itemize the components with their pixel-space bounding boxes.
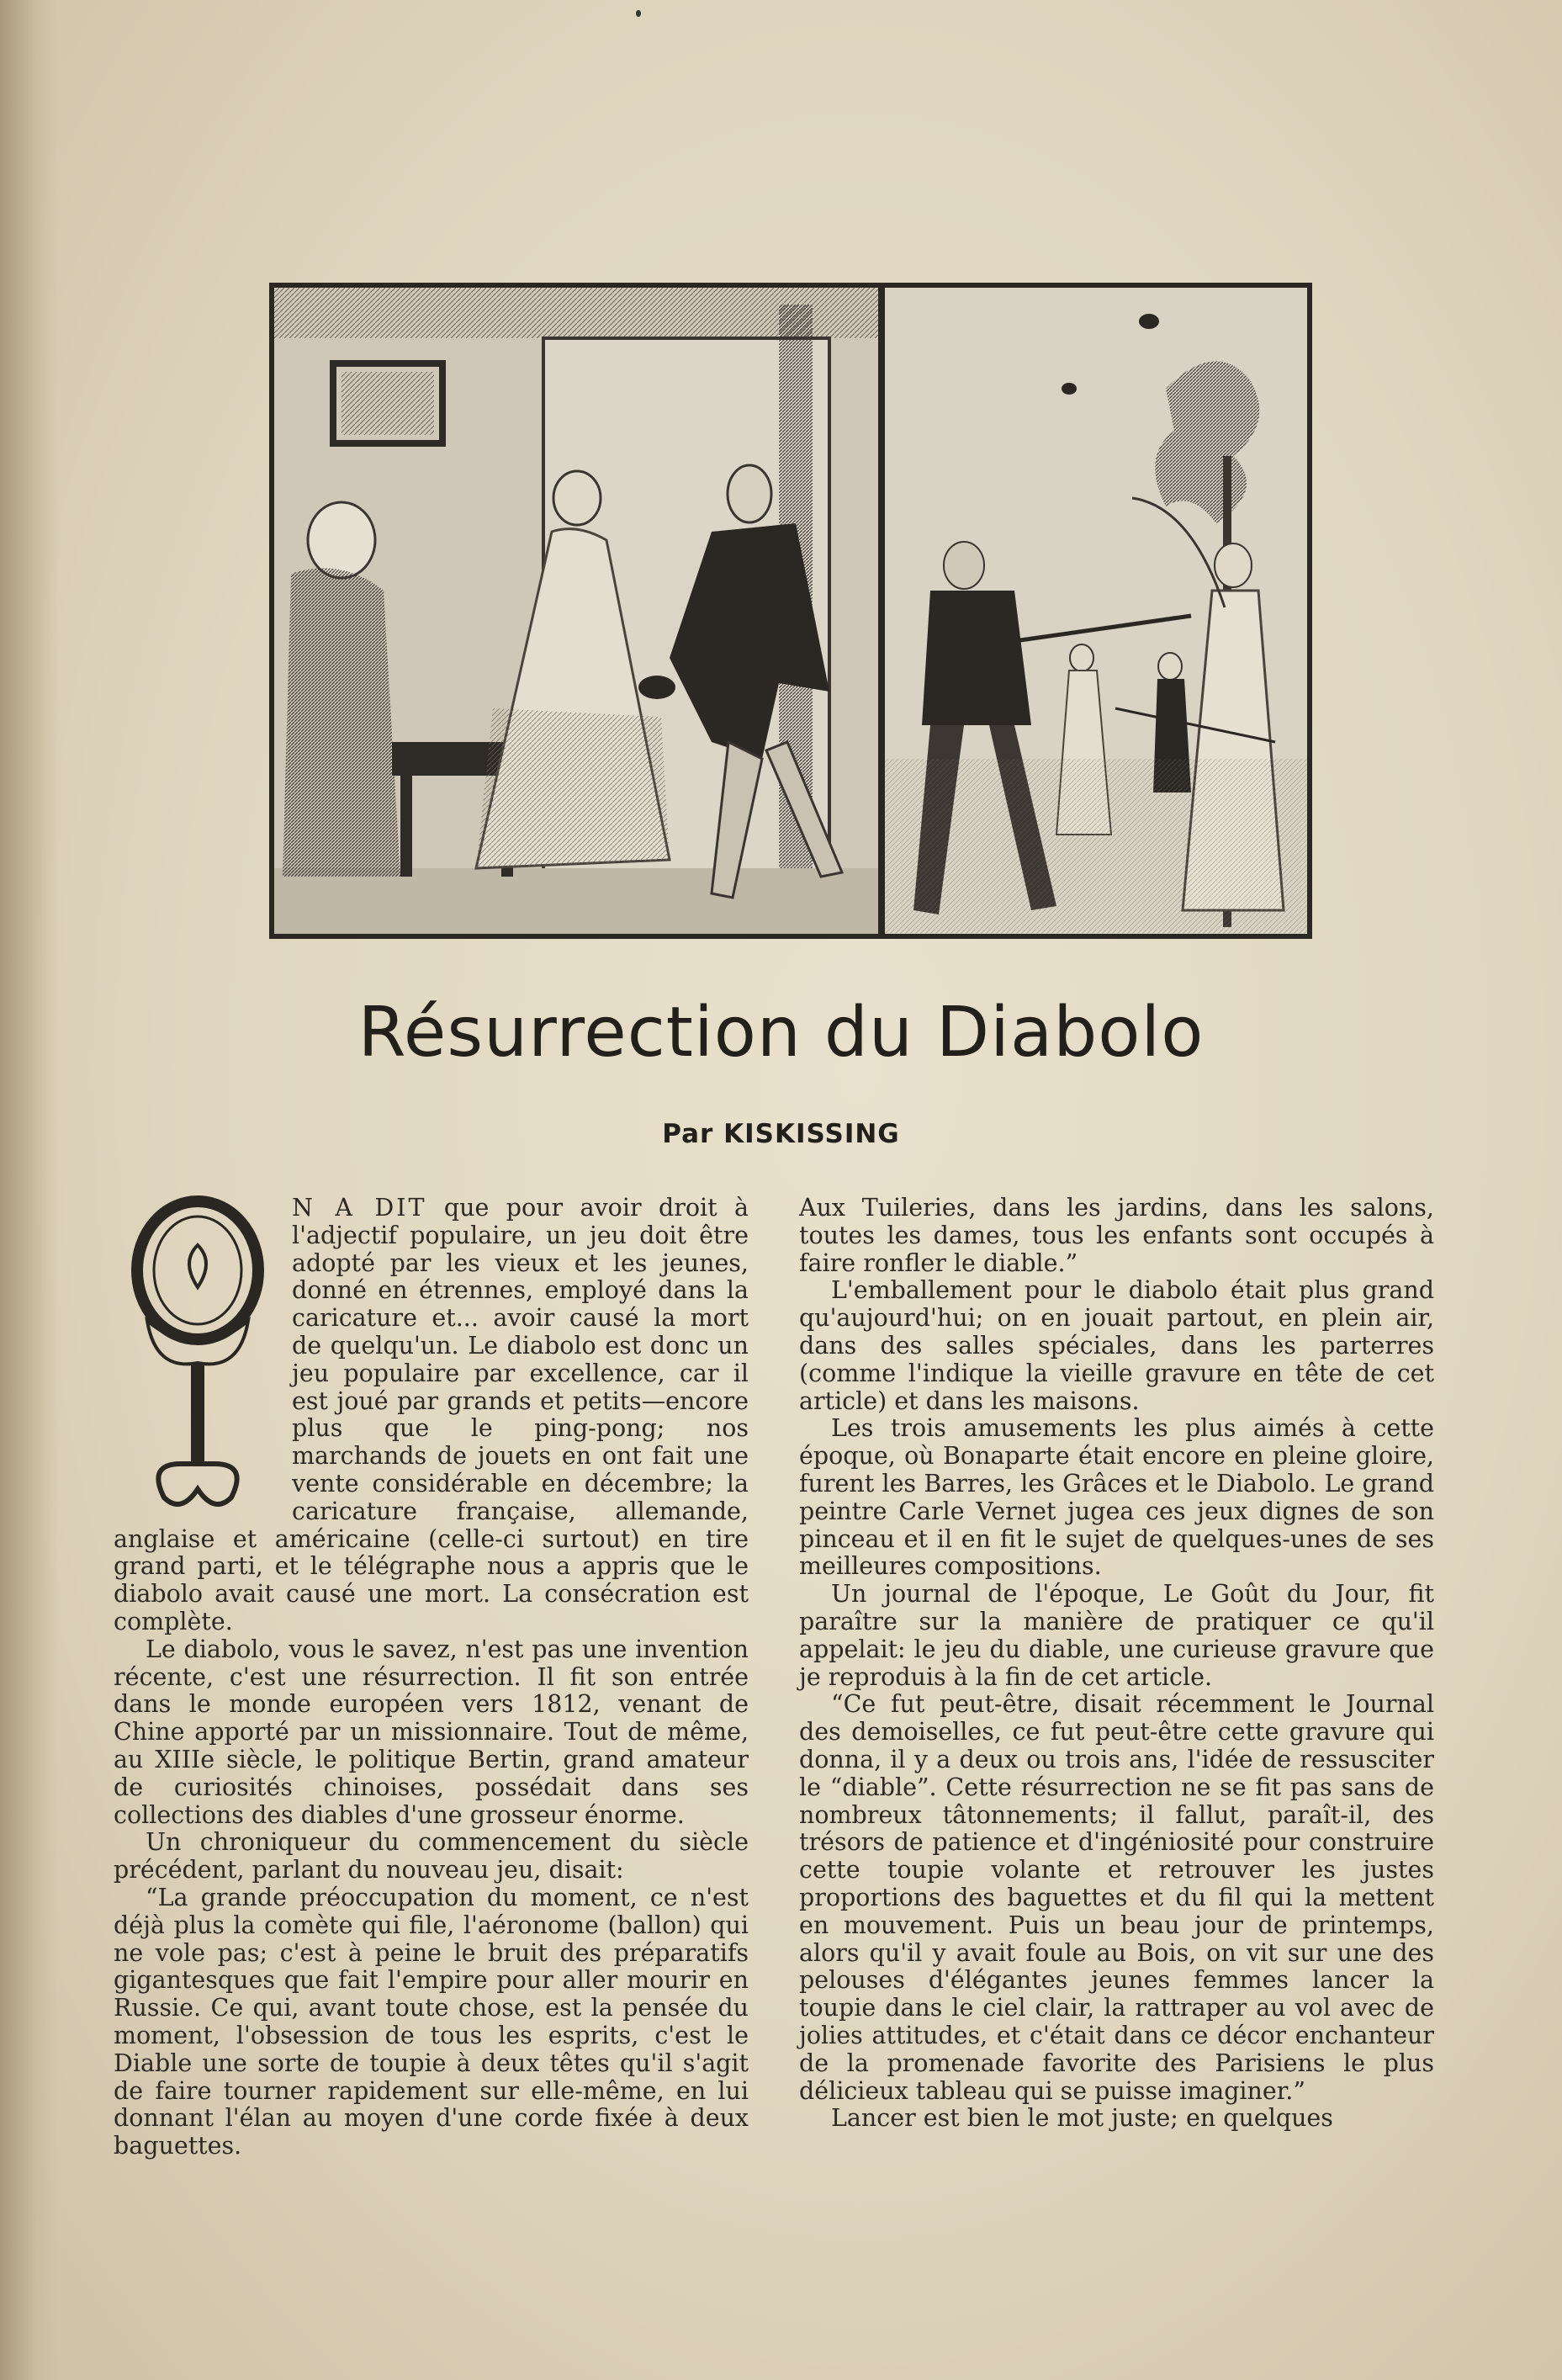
paragraph-4: “La grande préoccupation du moment, ce n'est déjà plus la comète qui file, l'aéronome (ballon) qui ne vole pas; c'est à peine le bruit des préparatifs gigantesques que fait l'empire pour aller mourir en Russie. Ce qui, avant toute chose, est la pensée du moment, l'obsession de tous les esprits, c'est le Diable une sorte de toupie à deux têtes qu'il s'agit de faire tourner rapidement sur elle-même, en lui donnant l'élan au moyen d'une corde fixée à deux baguettes. xyxy=(114,1883,749,2160)
dropcap-ornament-icon xyxy=(114,1195,282,1523)
paragraph-1-text: que pour avoir droit à l'adjectif populaire, un jeu doit être adopté par les vieux et les jeunes, donné en étrennes, employé dans la caricature et... avoir causé la mort de quelqu'un. Le diabolo est donc un jeu populaire par excellence, car il est joué par grands et petits—encore plus que le ping-pong; nos marchands de jouets en ont fait une vente considérable en décembre; la caricature française, allemande, anglaise et américaine (celle-ci surtout) en tire grand parti, et le télégraphe nous a appris que le diabolo avait causé une mort. La consécration est complète. xyxy=(114,1194,749,1635)
paragraph-6: L'emballement pour le diabolo était plus grand qu'aujourd'hui; on en jouait partout, en plein air, dans des salles spéciales, dans les parterres (comme l'indique la vieille gravure en tête de cet article) et dans les maisons. xyxy=(799,1276,1434,1415)
engraving-illustration xyxy=(269,283,1312,939)
article-byline: Par KISKISSING xyxy=(662,1119,900,1149)
engraving-svg xyxy=(274,288,1307,934)
paragraph-5: Aux Tuileries, dans les jardins, dans les salons, toutes les dames, tous les enfants sont occupés à faire ronfler le diable.” xyxy=(799,1194,1434,1277)
paragraph-2: Le diabolo, vous le savez, n'est pas une invention récente, c'est une résurrection. Il fit son entrée dans le monde européen vers 1812, venant de Chine apporté par un missionnaire. Tout de même, au XIIIe siècle, le politique Bertin, grand amateur de curiosités chinoises, possédait dans ses collections des diables d'une grosseur énorme. xyxy=(114,1635,749,1829)
paragraph-10: Lancer est bien le mot juste; en quelques xyxy=(831,2104,1333,2133)
paragraph-9: “Ce fut peut-être, disait récemment le Journal des demoiselles, ce fut peut-être cette gravure qui donna, il y a deux ou trois ans, l'idée de ressusciter le “diable”. Cette résurrection ne se fit pas sans de nombreux tâtonnements; il fallut, paraît-il, des trésors de patience et d'ingéniosité pour construire cette toupie volante et retrouver les justes proportions des baguettes et du fil qui la mettent en mouvement. Puis un beau jour de printemps, alors qu'il y avait foule au Bois, on vit sur une des pelouses d'élégantes jeunes femmes lancer la toupie dans le ciel clair, la rattraper au vol avec de jolies attitudes, et c'était dans ce décor enchanteur de la promenade favorite des Parisiens le plus délicieux tableau qui se puisse imaginer.” xyxy=(799,1690,1434,2105)
ornamental-dropcap xyxy=(114,1195,282,1523)
page-spine-shadow xyxy=(0,0,59,2380)
opening-words: N A DIT xyxy=(292,1194,427,1222)
paragraph-3: Un chroniqueur du commencement du siècle précédent, parlant du nouveau jeu, disait: xyxy=(114,1828,749,1884)
ink-speck xyxy=(636,10,641,17)
column-right xyxy=(799,1195,1434,2133)
article-title: Résurrection du Diabolo xyxy=(357,993,1205,1073)
column-left xyxy=(114,1195,749,2160)
paragraph-8: Un journal de l'époque, Le Goût du Jour, fit paraître sur la manière de pratiquer ce qu'il appelait: le jeu du diable, une curieuse gravure que je reproduis à la fin de cet article. xyxy=(799,1580,1434,1691)
paragraph-7: Les trois amusements les plus aimés à cette époque, où Bonaparte était encore en pleine gloire, furent les Barres, les Grâces et le Diabolo. Le grand peintre Carle Vernet jugea ces jeux dignes de son pinceau et il en fit le sujet de quelques-unes de ses meilleures compositions. xyxy=(799,1414,1434,1581)
